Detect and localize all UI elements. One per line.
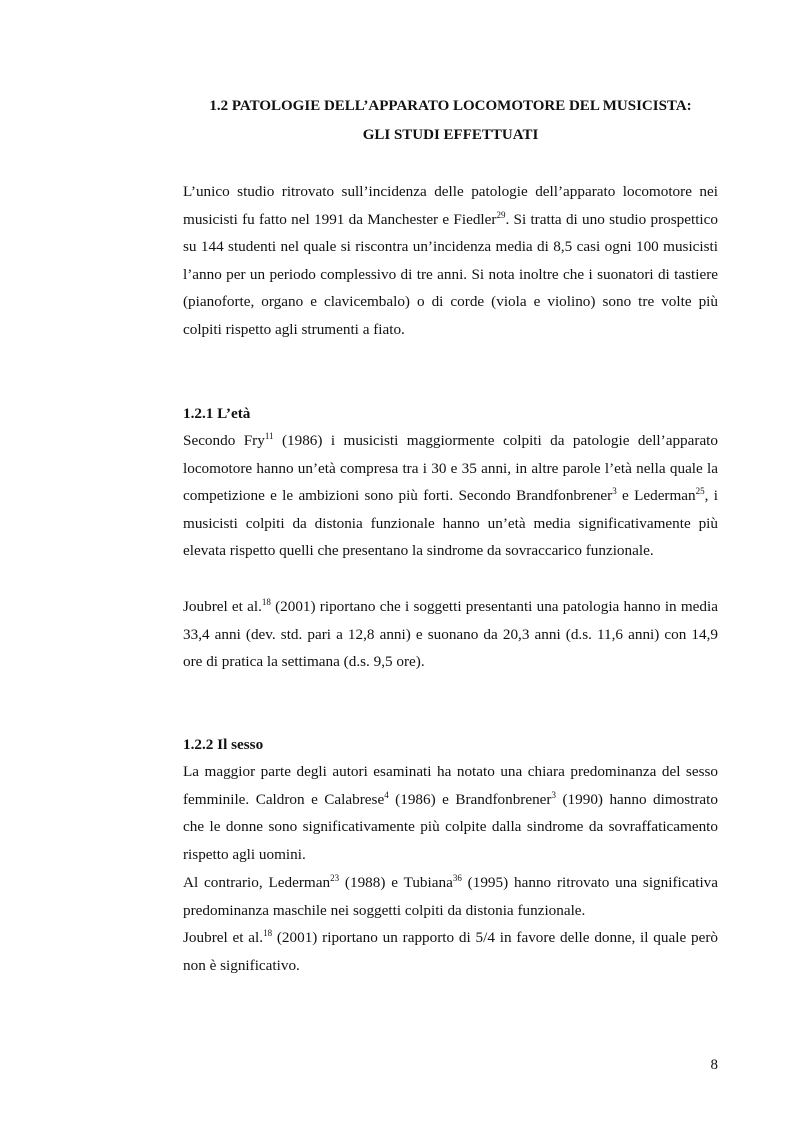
page-number: 8 bbox=[710, 1057, 718, 1073]
footnote-ref: 11 bbox=[264, 431, 274, 441]
chapter-title bbox=[183, 92, 718, 150]
sex-p1-text-2: (1986) e Brandfonbrener bbox=[388, 790, 552, 808]
age-p1-text-2: (1986) i musicisti maggiormente colpiti da patologie dell’apparato locomotore hanno un’età compresa tra i 30 e 35 anni, in altre parole l’età nella quale la competizione e le ambizioni sono più forti. Secondo Brandfonbrener bbox=[183, 432, 718, 505]
age-paragraph-2 bbox=[183, 593, 718, 676]
intro-text-2: . Si tratta di uno studio prospettico su 144 studenti nel quale si riscontra un’incidenza media di 8,5 casi ogni 100 musicisti l’anno per un periodo complessivo di tre anni. Si nota inoltre che i suonatori di tastiere (pianoforte, organo e clavicembalo) o di corde (viola e violino) sono tre volte più colpiti rispetto agli strumenti a fiato. bbox=[183, 210, 718, 338]
footnote-ref: 3 bbox=[551, 789, 556, 800]
section-heading-sex: 1.2.2 Il sesso bbox=[183, 736, 264, 753]
footnote-ref: 25 bbox=[695, 486, 705, 497]
sex-p2-text-3: (1995) hanno ritrovato una significativa predominanza maschile nei soggetti colpiti da distonia funzionale. bbox=[183, 874, 718, 919]
sex-p2-text-2: (1988) e Tubiana bbox=[339, 874, 453, 891]
footnote-ref: 23 bbox=[330, 873, 340, 883]
sex-p1-text-3: (1990) hanno dimostrato che le donne sono significativamente più colpite dalla sindrome da sovraffaticamento rispetto agli uomini. bbox=[183, 790, 718, 863]
sex-p3-text-1: Joubrel et al. bbox=[183, 929, 264, 946]
intro-paragraph bbox=[183, 178, 718, 344]
age-p1-text-3: e Lederman bbox=[616, 487, 696, 505]
footnote-ref: 18 bbox=[263, 928, 273, 938]
age-p2-text-2: (2001) riportano che i soggetti presentanti una patologia hanno in media 33,4 anni (dev. std. pari a 12,8 anni) e suonano da 20,3 anni (d.s. 11,6 anni) con 14,9 ore di pratica la settimana (d.s. 9,5 ore). bbox=[183, 598, 718, 671]
age-p1-text-4: , i musicisti colpiti da distonia funzionale hanno un’età media significativamente più elevata rispetto quelli che presentano la sindrome da sovraccarico funzionale. bbox=[183, 487, 718, 560]
age-p2-text-1: Joubrel et al. bbox=[183, 598, 262, 615]
footnote-ref: 29 bbox=[496, 209, 506, 220]
chapter-title-line-1: 1.2 PATOLOGIE DELL’APPARATO LOCOMOTORE DEL MUSICISTA: bbox=[209, 98, 692, 114]
sex-paragraph-1 bbox=[183, 758, 718, 868]
age-p1-text-1: Secondo Fry bbox=[183, 432, 265, 449]
footnote-ref: 4 bbox=[384, 789, 389, 800]
sex-p2-text-1: Al contrario, Lederman bbox=[183, 874, 331, 891]
intro-text-1: L’unico studio ritrovato sull’incidenza delle patologie dell’apparato locomotore nei musicisti fu fatto nel 1991 da Manchester e Fiedler bbox=[183, 183, 718, 228]
sex-paragraph-3 bbox=[183, 924, 718, 979]
age-paragraph-1 bbox=[183, 427, 718, 565]
chapter-title-line-2: GLI STUDI EFFETTUATI bbox=[362, 127, 539, 143]
sex-p1-text-1: La maggior parte degli autori esaminati ha notato una chiara predominanza del sesso femminile. Caldron e Calabrese bbox=[183, 763, 718, 808]
footnote-ref: 3 bbox=[612, 486, 617, 497]
section-heading-age: 1.2.1 L’età bbox=[183, 405, 251, 422]
sex-p3-text-2: (2001) riportano un rapporto di 5/4 in favore delle donne, il quale però non è significativo. bbox=[183, 929, 718, 974]
sex-paragraph-2 bbox=[183, 869, 718, 924]
footnote-ref: 36 bbox=[452, 873, 462, 883]
footnote-ref: 18 bbox=[261, 597, 271, 607]
